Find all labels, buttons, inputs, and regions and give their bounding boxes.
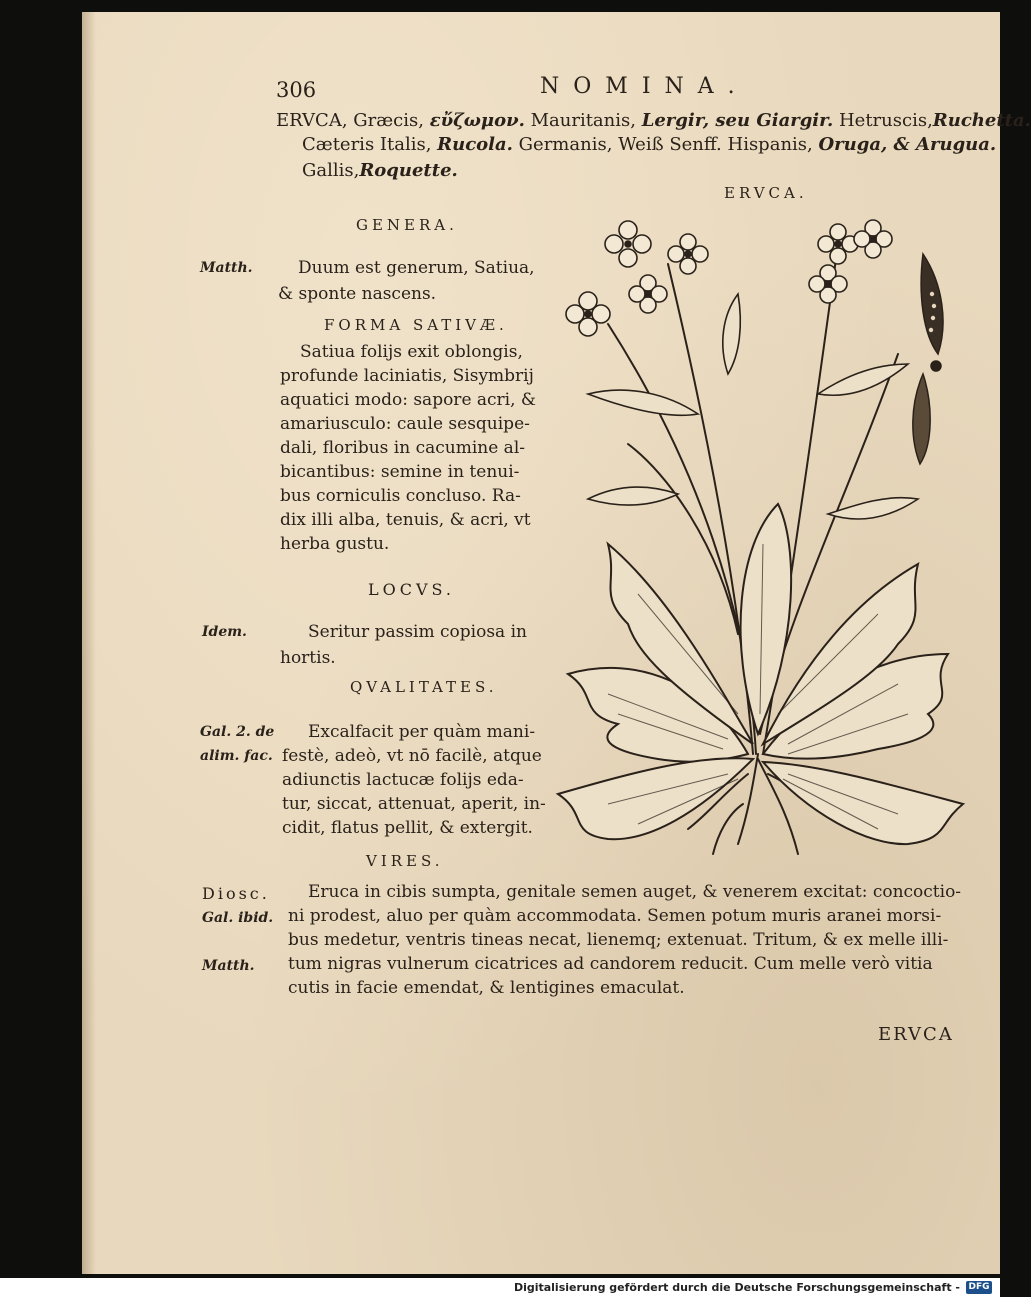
forma-line: aquatici modo: sapore acri, & — [280, 390, 537, 410]
nomina-text: Hetruscis, — [833, 110, 933, 131]
nomina-text: Oruga, & Arugua. — [818, 134, 997, 155]
forma-line: bus corniculis concluso. Ra- — [280, 486, 521, 506]
eruca-plant-woodcut — [548, 214, 968, 864]
dfg-logo: DFG — [966, 1281, 992, 1294]
forma-line: dix illi alba, tenuis, & acri, vt — [280, 510, 531, 530]
nomina-text: Gallis, — [302, 160, 360, 181]
heading-vires: VIRES. — [366, 852, 444, 870]
nomina-line-2 — [302, 134, 996, 155]
nomina-line-3 — [302, 160, 458, 181]
margin-note-genera: Matth. — [200, 260, 253, 276]
genera-line: & sponte nascens. — [278, 284, 437, 304]
forma-line: bicantibus: semine in tenui- — [280, 462, 520, 482]
nomina-text: Lergir, seu Giargir. — [641, 110, 834, 131]
nomina-text: Germanis, Weiß Senff. Hispanis, — [512, 134, 819, 155]
margin-note-qualitates: Gal. 2. de — [200, 724, 275, 740]
nomina-text: Cæteris Italis, — [302, 134, 438, 155]
margin-note-vires: Matth. — [202, 958, 255, 974]
locus-line: Seritur passim copiosa in — [308, 622, 527, 642]
running-head: NOMINA. — [540, 74, 749, 99]
forma-line: dali, floribus in cacumine al- — [280, 438, 525, 458]
nomina-line-1 — [276, 110, 1031, 131]
vires-line: bus medetur, ventris tineas necat, lienemq; extenuat. Tritum, & ex melle illi- — [288, 930, 949, 950]
nomina-text: εὔζωμον. — [429, 110, 525, 131]
margin-note-vires: Gal. ibid. — [202, 910, 274, 926]
page-number: 306 — [276, 78, 317, 102]
qualitates-line: festè, adeò, vt nō facilè, atque — [282, 746, 542, 766]
nomina-text: Ruchetta. — [932, 110, 1031, 131]
vires-line: Eruca in cibis sumpta, genitale semen auget, & venerem excitat: concoctio- — [308, 882, 962, 902]
margin-note-vires: Diosc. — [202, 884, 270, 903]
heading-forma-sativae: FORMA SATIVÆ. — [324, 316, 508, 334]
forma-line: profunde laciniatis, Sisymbrij — [280, 366, 534, 386]
heading-locus: LOCVS. — [368, 580, 456, 599]
locus-line: hortis. — [280, 648, 336, 668]
forma-line: herba gustu. — [280, 534, 390, 554]
vires-line: ni prodest, aluo per quàm accommodata. Semen potum muris aranei morsi- — [288, 906, 942, 926]
figure-caption: ERVCA. — [724, 184, 808, 202]
qualitates-line: adiunctis lactucæ folijs eda- — [282, 770, 524, 790]
forma-line: Satiua folijs exit oblongis, — [300, 342, 523, 362]
vires-line: tum nigras vulnerum cicatrices ad candorem reducit. Cum melle verò vitia — [288, 954, 933, 974]
nomina-text: Roquette. — [359, 160, 458, 181]
vires-line: cutis in facie emendat, & lentigines emaculat. — [288, 978, 685, 998]
qualitates-line: tur, siccat, attenuat, aperit, in- — [282, 794, 546, 814]
qualitates-line: Excalfacit per quàm mani- — [308, 722, 536, 742]
catchword: ERVCA — [878, 1024, 954, 1045]
footer-credit: Digitalisierung gefördert durch die Deutsche Forschungsgemeinschaft - — [513, 1281, 960, 1294]
forma-line: amariusculo: caule sesquipe- — [280, 414, 530, 434]
margin-note-locus: Idem. — [202, 624, 247, 640]
nomina-text: Rucola. — [437, 134, 513, 155]
genera-line: Duum est generum, Satiua, — [298, 258, 535, 278]
qualitates-line: cidit, flatus pellit, & extergit. — [282, 818, 533, 838]
page-gutter-shadow — [82, 12, 96, 1274]
margin-note-qualitates: alim. fac. — [200, 748, 273, 764]
nomina-text: ERVCA, Græcis, — [276, 110, 430, 131]
nomina-text: Mauritanis, — [524, 110, 642, 131]
heading-genera: GENERA. — [356, 216, 458, 234]
heading-qualitates: QVALITATES. — [350, 678, 498, 696]
